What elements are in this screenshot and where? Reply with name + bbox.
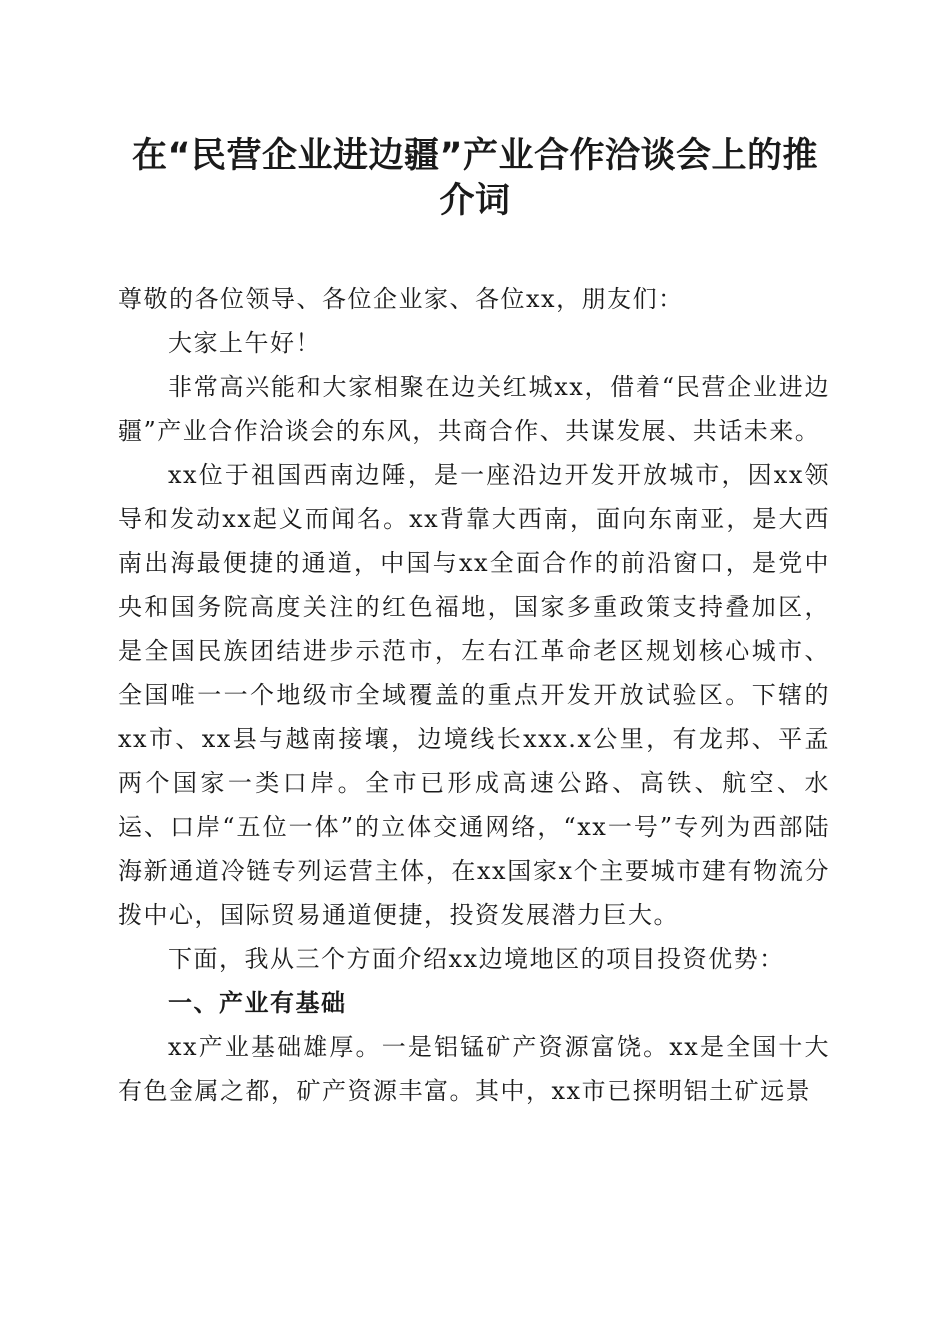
greeting: 大家上午好！ [168,329,321,357]
paragraph-opening: 非常高兴能和大家相聚在边关红城xx，借着“民营企业进边疆”产业合作洽谈会的东风，共商合作、共谋发展、共话未来。 [118,373,830,445]
title-line-1: 在“民营企业进边疆”产业合作洽谈会上的推 [131,136,818,176]
document-title [118,134,832,224]
paragraph-city-intro: xx位于祖国西南边陲，是一座沿边开发开放城市，因xx领导和发动xx起义而闻名。xx背靠大西南，面向东南亚，是大西南出海最便捷的通道，中国与xx全面合作的前沿窗口，是党中央和国务院高度关注的红色福地，国家多重政策支持叠加区，是全国民族团结进步示范市，左右江革命老区规划核心城市、全国唯一一个地级市全域覆盖的重点开发开放试验区。下辖的xx市、xx县与越南接壤，边境线长xxx.x公里，有龙邦、平孟两个国家一类口岸。全市已形成高速公路、高铁、航空、水运、口岸“五位一体”的立体交通网络，“xx一号”专列为西部陆海新通道冷链专列运营主体，在xx国家x个主要城市建有物流分拨中心，国际贸易通道便捷，投资发展潜力巨大。 [118,461,830,929]
salutation: 尊敬的各位领导、各位企业家、各位xx，朋友们： [118,285,684,313]
title-line-2: 介词 [439,181,511,221]
paragraph-industry: xx产业基础雄厚。一是铝锰矿产资源富饶。xx是全国十大有色金属之都，矿产资源丰富。其中，xx市已探明铝土矿远景 [118,1033,830,1105]
section-heading-1: 一、产业有基础 [168,989,347,1017]
document-body [118,277,830,1113]
paragraph-overview: 下面，我从三个方面介绍xx边境地区的项目投资优势： [168,945,785,973]
